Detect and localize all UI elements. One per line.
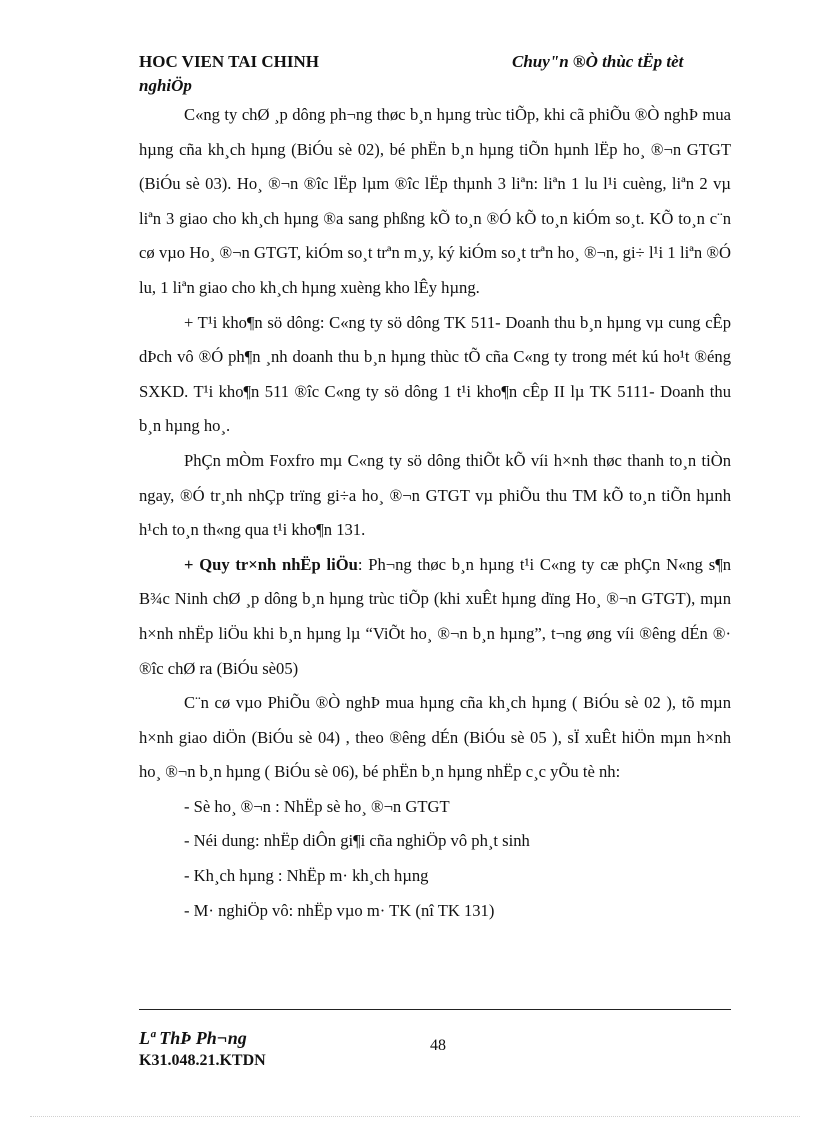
input-process-text: Ph¬ng thøc b¸n hµng t¹i C«ng ty cæ phÇn N«ng s¶n B¾c Ninh chØ ¸p dông b¸n hµng trùc tiÕp (khi xuÊt hµng dïng Ho¸ ®¬n GTGT), mµn h×nh nhËp liÖu khi b¸n hµng lµ “ViÕt ho¸ ®¬n b¸n hµng”, t¬ng øng víi ®êng dÉn ®· ®îc chØ ra (BiÓu sè05) xyxy=(139,554,732,678)
page-bottom-dotted-line xyxy=(30,1116,800,1117)
list-item-invoice-number: - Sè ho¸ ®¬n : NhËp sè ho¸ ®¬n GTGT xyxy=(184,796,450,816)
paragraph-invoice-screen: C¨n cø vµo PhiÕu ®Ò nghÞ mua hµng cña kh¸ch hµng ( BiÓu sè 02 ), tõ mµn h×nh giao diÖn (BiÓu sè 04) , theo ®êng dÉn (BiÓu sè 05 ), sÏ xuÊt hiÖn mµn h×nh ho¸ ®¬n b¸n hµng ( BiÓu sè 06), bé phËn b¸n hµng nhËp c¸c yÕu tè nh: xyxy=(139,693,731,782)
list-item-transaction-code: - M· nghiÖp vô: nhËp vµo m· TK (nî TK 131) xyxy=(184,900,495,920)
list-item-customer: - Kh¸ch hµng : NhËp m· kh¸ch hµng xyxy=(184,866,429,886)
paragraph-account-usage: + T¹i kho¶n sö dông: C«ng ty sö dông TK 511- Doanh thu b¸n hµng vµ cung cÊp dÞch vô ®Ó ph¶n ¸nh doanh thu b¸n hµng thùc tÕ cña C«ng ty trong mét kú ho¹t ®éng SXKD. T¹i kho¶n 511 ®îc C«ng ty sö dông 1 t¹i kho¶n cÊp II lµ TK 5111- Doanh thu b¸n hµng ho¸. xyxy=(139,312,731,436)
footer-divider xyxy=(139,1009,731,1010)
input-process-heading: + Quy tr×nh nhËp liÖu xyxy=(184,554,358,574)
document-body xyxy=(139,98,731,928)
header-continuation: nghiÖp xyxy=(139,76,192,95)
header-school-name: HOC VIEN TAI CHINH xyxy=(139,52,319,71)
paragraph-software: PhÇn mÒm Foxfro mµ C«ng ty sö dông thiÕt kÕ víi h×nh thøc thanh to¸n tiÒn ngay, ®Ó tr¸nh nhÇp trïng gi÷a ho¸ ®¬n GTGT vµ phiÕu thu TM kÕ to¸n tiÕn hµnh h¹ch to¸n th«ng qua t¹i kho¶n 131. xyxy=(139,450,731,540)
list-item-content: - Néi dung: nhËp diÔn gi¶i cña nghiÖp vô ph¸t sinh xyxy=(184,831,530,851)
paragraph-input-process xyxy=(139,548,731,686)
header-report-title: Chuy"n ®Ò thùc tËp tèt xyxy=(512,52,684,71)
footer-author-name: Lª ThÞ Ph¬ng xyxy=(139,1028,247,1048)
page-number: 48 xyxy=(430,1037,446,1054)
input-process-colon: : xyxy=(357,554,369,574)
footer-class-code: K31.048.21.KTDN xyxy=(139,1052,266,1069)
paragraph-sales-method: C«ng ty chØ ¸p dông ph¬ng thøc b¸n hµng trùc tiÕp, khi cã phiÕu ®Ò nghÞ mua hµng cña kh¸ch hµng (BiÓu sè 02), bé phËn b¸n hµng tiÕn hµnh lËp ho¸ ®¬n GTGT (BiÓu sè 03). Ho¸ ®¬n ®îc lËp lµm ®îc lËp thµnh 3 liªn: liªn 1 lu l¹i cuèng, liªn 2 vµ liªn 3 giao cho kh¸ch hµng ®a sang phßng kÕ to¸n ®Ó kÕ to¸n kiÓm so¸t. KÕ to¸n c¨n cø vµo Ho¸ ®¬n GTGT, kiÓm so¸t trªn m¸y, ký kiÓm so¸t trªn ho¸ ®¬n, gi÷ l¹i 1 liªn ®Ó lu, 1 liªn giao cho kh¸ch hµng xuèng kho lÊy hµng. xyxy=(139,105,731,297)
